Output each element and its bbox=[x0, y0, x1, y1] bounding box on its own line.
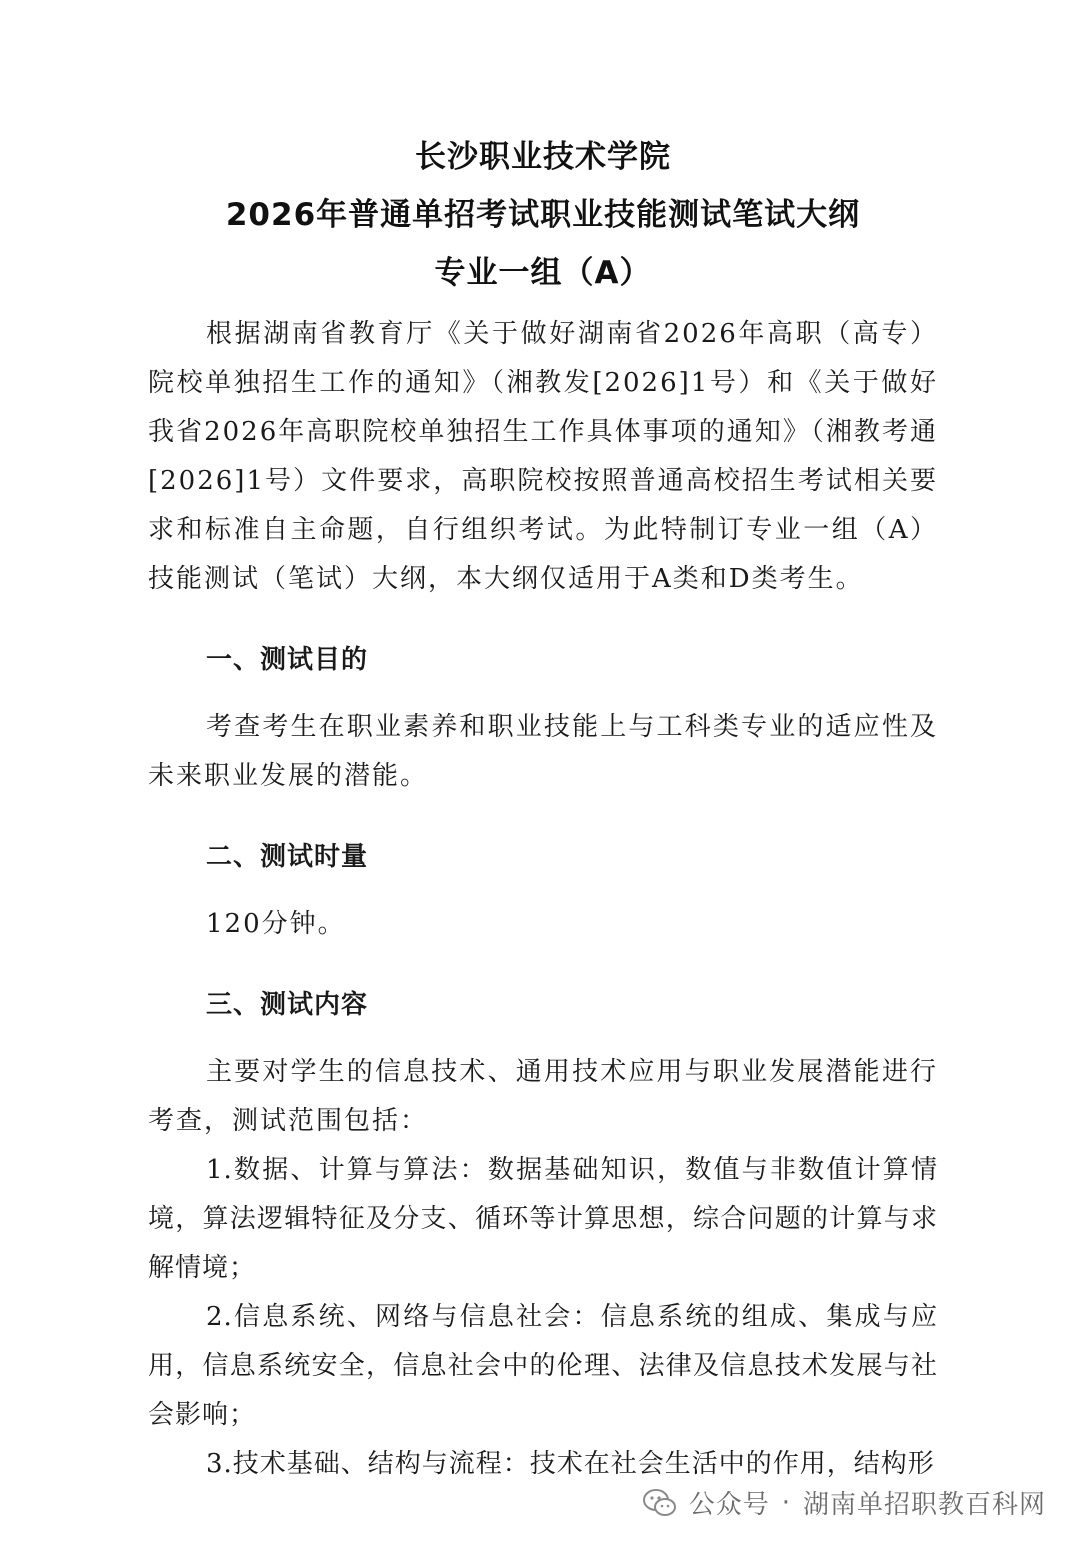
section-body-content: 主要对学生的信息技术、通用技术应用与职业发展潜能进行考查，测试范围包括： bbox=[148, 1057, 938, 1136]
section-body-purpose: 考查考生在职业素养和职业技能上与工科类专业的适应性及未来职业发展的潜能。 bbox=[148, 712, 938, 791]
section-heading-duration: 二、测试时量 bbox=[206, 842, 369, 872]
section-heading-purpose: 一、测试目的 bbox=[206, 645, 369, 675]
wechat-watermark bbox=[643, 1484, 1046, 1521]
content-item-3: 3.技术基础、结构与流程：技术在社会生活中的作用，结构形 bbox=[206, 1449, 935, 1479]
wechat-icon bbox=[643, 1488, 677, 1518]
section-heading-content: 三、测试内容 bbox=[206, 990, 369, 1020]
intro-paragraph: 根据湖南省教育厅《关于做好湖南省2026年高职（高专）院校单独招生工作的通知》（湘教发[2026]1号）和《关于做好我省2026年高职院校单独招生工作具体事项的通知》（湘教考通[2026]1号）文件要求，高职院校按照普通高校招生考试相关要求和标准自主命题，自行组织考试。为此特制订专业一组（A）技能测试（笔试）大纲，本大纲仅适用于A类和D类考生。 bbox=[148, 319, 938, 594]
doc-title-school: 长沙职业技术学院 bbox=[415, 139, 671, 175]
content-item-1: 1.数据、计算与算法：数据基础知识，数值与非数值计算情境，算法逻辑特征及分支、循环等计算思想，综合问题的计算与求解情境； bbox=[148, 1155, 938, 1283]
content-item-2: 2.信息系统、网络与信息社会：信息系统的组成、集成与应用，信息系统安全，信息社会中的伦理、法律及信息技术发展与社会影响； bbox=[148, 1302, 938, 1430]
doc-title-group: 专业一组（A） bbox=[434, 255, 652, 291]
document-page bbox=[148, 128, 938, 1489]
watermark-prefix: 公众号 bbox=[688, 1490, 770, 1520]
section-body-duration: 120分钟。 bbox=[206, 909, 346, 939]
doc-title-exam: 2026年普通单招考试职业技能测试笔试大纲 bbox=[225, 197, 861, 233]
watermark-separator: · bbox=[781, 1487, 791, 1518]
watermark-account: 湖南单招职教百科网 bbox=[802, 1490, 1046, 1520]
